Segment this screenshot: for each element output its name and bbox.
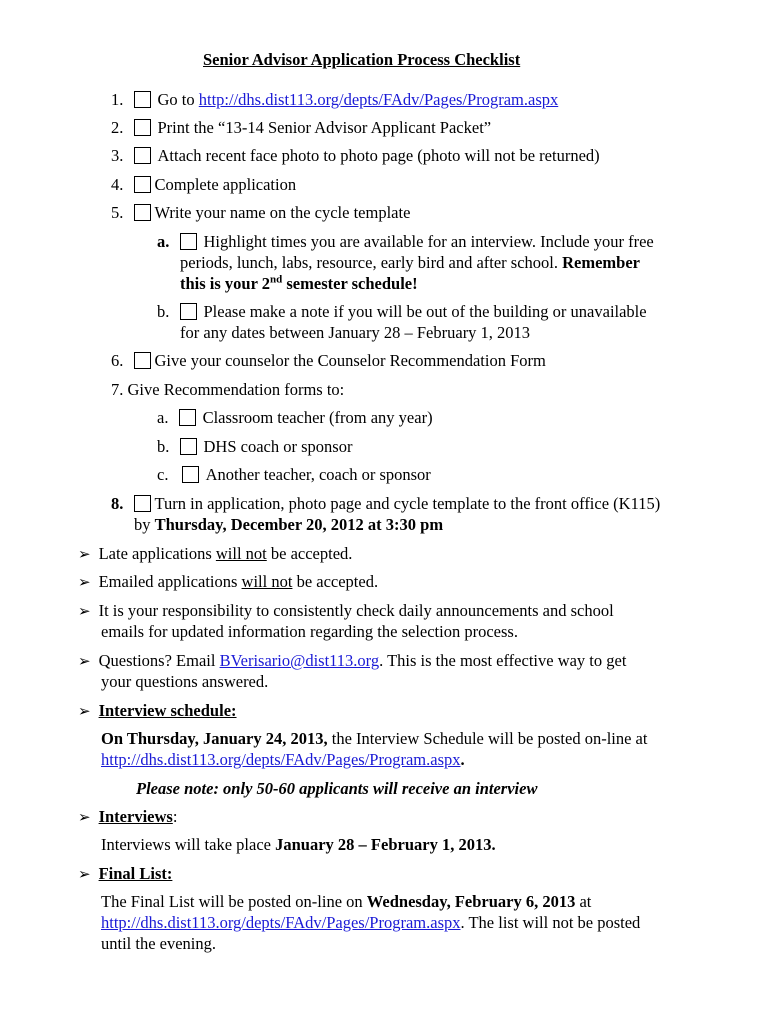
checklist-item-7a	[157, 407, 433, 428]
item-number: 5.	[111, 203, 124, 222]
bullet-questions-line-2: your questions answered.	[101, 672, 269, 691]
arrow-bullet-icon: ➢	[78, 810, 91, 826]
bullet-interviews	[78, 806, 177, 829]
underlined-text: will not	[215, 544, 267, 563]
bullet-responsibility	[78, 600, 614, 623]
checklist-item-3	[111, 145, 600, 166]
schedule-line-1	[101, 728, 647, 749]
checkbox-icon[interactable]	[134, 204, 151, 221]
checkbox-icon[interactable]	[180, 303, 197, 320]
item-text: Complete application	[154, 175, 297, 194]
item-text: Write your name on the cycle template	[154, 203, 411, 222]
item-number: 2.	[111, 118, 124, 137]
arrow-bullet-icon: ➢	[78, 654, 91, 670]
arrow-bullet-icon: ➢	[78, 547, 91, 563]
final-line-1	[101, 891, 591, 912]
bullet-questions	[78, 650, 626, 673]
item-letter: a.	[157, 232, 170, 251]
final-line-2	[101, 912, 640, 933]
checkbox-icon[interactable]	[182, 466, 199, 483]
item-5b-line-2: for any dates between January 28 – February 1, 2013	[180, 323, 531, 342]
checklist-item-1	[111, 89, 558, 110]
checklist-item-2	[111, 117, 491, 138]
underlined-text: will not	[241, 572, 293, 591]
checklist-item-5b	[157, 301, 647, 322]
bullet-emailed	[78, 571, 378, 594]
schedule-line-2	[101, 749, 465, 770]
item-text: Classroom teacher (from any year)	[202, 408, 433, 427]
checkbox-icon[interactable]	[134, 352, 151, 369]
checkbox-icon[interactable]	[134, 119, 151, 136]
item-text: Another teacher, coach or sponsor	[205, 465, 431, 484]
item-text: DHS coach or sponsor	[203, 437, 353, 456]
interviews-line	[101, 834, 496, 855]
bullet-text: Emailed applications	[98, 572, 242, 591]
checklist-item-7b	[157, 436, 352, 457]
checklist-item-5a	[157, 231, 654, 252]
item-text: Attach recent face photo to photo page (photo will not be returned)	[157, 146, 600, 165]
period: .	[460, 750, 465, 769]
bullet-text: It is your responsibility to consistently check daily announcements and school	[98, 601, 614, 620]
item-emphasis: this is your 2	[180, 274, 271, 293]
arrow-bullet-icon: ➢	[78, 867, 91, 883]
item-5a-line-2	[180, 252, 640, 273]
bullet-text: be accepted.	[292, 572, 379, 591]
item-number: 4.	[111, 175, 124, 194]
checkbox-icon[interactable]	[180, 233, 197, 250]
colon: :	[172, 807, 178, 826]
item-letter: b.	[157, 437, 170, 456]
schedule-text: the Interview Schedule will be posted on-line at	[327, 729, 648, 748]
final-text: at	[575, 892, 592, 911]
checkbox-icon[interactable]	[134, 91, 151, 108]
bullet-text: Questions? Email	[98, 651, 220, 670]
item-number: 8.	[111, 494, 124, 513]
checklist-item-7	[111, 379, 344, 400]
bullet-text: Late applications	[98, 544, 216, 563]
bullet-text: be accepted.	[266, 544, 353, 563]
arrow-bullet-icon: ➢	[78, 575, 91, 591]
item-letter: b.	[157, 302, 170, 321]
checklist-item-4	[111, 174, 296, 195]
interview-dates: January 28 – February 1, 2013.	[275, 835, 496, 854]
schedule-date: On Thursday, January 24, 2013,	[101, 729, 328, 748]
arrow-bullet-icon: ➢	[78, 704, 91, 720]
applicant-limit-note: Please note: only 50-60 applicants will receive an interview	[136, 779, 538, 798]
bullet-final-list	[78, 863, 172, 886]
item-text: by	[134, 515, 155, 534]
program-link[interactable]: http://dhs.dist113.org/depts/FAdv/Pages/Program.aspx	[198, 90, 559, 109]
checklist-item-8	[111, 493, 660, 514]
checklist-item-6	[111, 350, 546, 371]
item-8-line-2	[134, 514, 443, 535]
item-letter: a.	[157, 408, 169, 427]
checkbox-icon[interactable]	[134, 495, 151, 512]
final-line-3: until the evening.	[101, 934, 217, 953]
item-emphasis: semester schedule!	[282, 274, 418, 293]
item-5a-line-3	[180, 273, 418, 294]
item-number: 3.	[111, 146, 124, 165]
item-text: Please make a note if you will be out of the building or unavailable	[203, 302, 647, 321]
item-text: periods, lunch, labs, resource, early bird and after school.	[180, 253, 563, 272]
checkbox-icon[interactable]	[134, 147, 151, 164]
section-heading: Final List:	[98, 864, 173, 883]
bullet-interview-schedule	[78, 700, 237, 723]
arrow-bullet-icon: ➢	[78, 604, 91, 620]
final-date: Wednesday, February 6, 2013	[366, 892, 576, 911]
bullet-late	[78, 543, 352, 566]
interviews-text: Interviews will take place	[101, 835, 276, 854]
item-emphasis: Remember	[562, 253, 641, 272]
item-text: Print the “13-14 Senior Advisor Applicant Packet”	[157, 118, 492, 137]
email-link[interactable]: BVerisario@dist113.org	[219, 651, 380, 670]
section-heading: Interview schedule:	[98, 701, 237, 720]
bullet-responsibility-line-2: emails for updated information regarding the selection process.	[101, 622, 518, 641]
item-letter: c.	[157, 465, 169, 484]
item-text: Give your counselor the Counselor Recommendation Form	[154, 351, 546, 370]
program-link[interactable]: http://dhs.dist113.org/depts/FAdv/Pages/Program.aspx	[101, 750, 461, 769]
deadline: Thursday, December 20, 2012 at 3:30 pm	[154, 515, 444, 534]
item-text: Highlight times you are available for an interview. Include your free	[203, 232, 654, 251]
checkbox-icon[interactable]	[180, 438, 197, 455]
page-title: Senior Advisor Application Process Checklist	[203, 50, 521, 69]
item-number: 6.	[111, 351, 124, 370]
final-text: . The list will not be posted	[460, 913, 641, 932]
item-text: Turn in application, photo page and cycle template to the front office (K115)	[154, 494, 661, 513]
program-link[interactable]: http://dhs.dist113.org/depts/FAdv/Pages/Program.aspx	[101, 913, 461, 932]
final-text: The Final List will be posted on-line on	[101, 892, 367, 911]
item-number: 7.	[111, 380, 124, 399]
item-number: 1.	[111, 90, 124, 109]
item-text: Give Recommendation forms to:	[127, 380, 345, 399]
checklist-item-7c	[157, 464, 431, 485]
section-heading: Interviews	[98, 807, 173, 826]
checkbox-icon[interactable]	[179, 409, 196, 426]
bullet-text: . This is the most effective way to get	[379, 651, 627, 670]
checklist-item-5	[111, 202, 410, 223]
checkbox-icon[interactable]	[134, 176, 151, 193]
item-text: Go to	[157, 90, 199, 109]
superscript: nd	[270, 273, 283, 286]
